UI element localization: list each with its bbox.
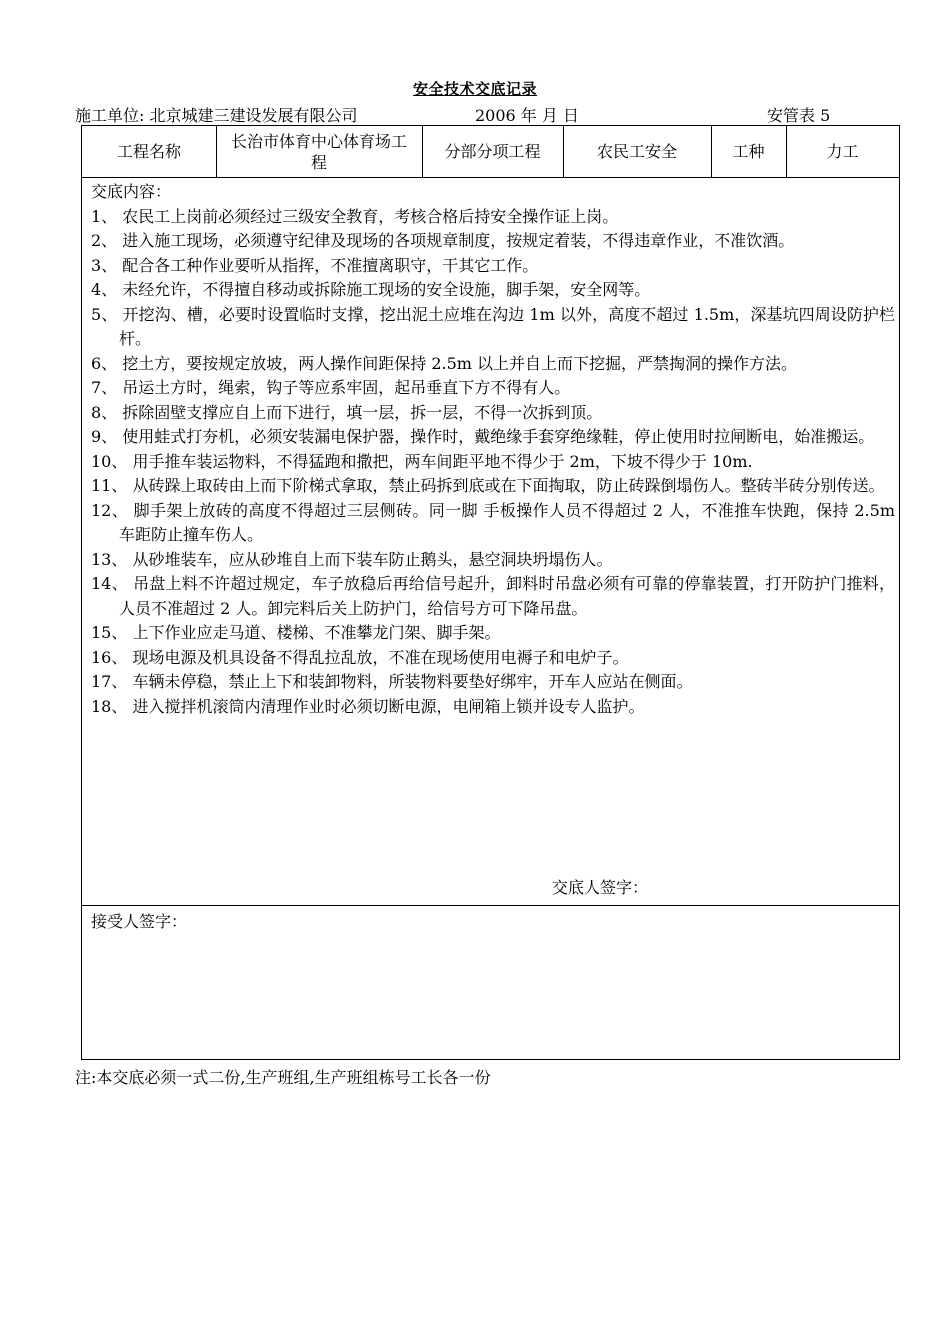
project-name-value: 长治市体育中心体育场工程 (230, 131, 407, 172)
footnote: 注:本交底必须一式二份,生产班组,生产班组栋号工长各一份 (75, 1068, 491, 1087)
subproject-value: 农民工安全 (596, 142, 677, 161)
list-item: 1、 农民工上岗前必须经过三级安全教育，考核合格后持安全操作证上岗。 (91, 206, 619, 226)
row-divider (82, 177, 899, 178)
list-item: 18、 进入搅拌机滚筒内清理作业时必须切断电源，电闸箱上锁并设专人监护。 (91, 696, 645, 716)
document-title: 安全技术交底记录 (412, 80, 537, 98)
construction-unit: 施工单位: 北京城建三建设发展有限公司 (75, 106, 358, 125)
list-item: 3、 配合各工种作业要听从指挥，不准擅离职守，干其它工作。 (91, 255, 539, 275)
list-item: 14、 吊盘上料不许超过规定，车子放稳后再给信号起升，卸料时吊盘必须有可靠的停靠装置，打开防护门推料，人员不准超过 2 人。卸完料后关上防护门，给信号方可下降吊盘。 (91, 574, 895, 618)
content-heading: 交底内容： (91, 182, 172, 201)
list-item: 9、 使用蛙式打夯机，必须安装漏电保护器，操作时，戴绝缘手套穿绝缘鞋，停止使用时拉闸断电，始准搬运。 (91, 427, 875, 446)
briefer-signature: 交底人签字： (552, 878, 649, 897)
list-item: 12、 脚手架上放砖的高度不得超过三层侧砖。同一脚 手板操作人员不得超过 2 人，不准推车快跑，保持 2.5m 车距防止撞车伤人。 (91, 500, 895, 544)
list-item: 10、 用手推车装运物料，不得猛跑和撒把，两车间距平地不得少于 2m，下坡不得少于 10m. (91, 451, 753, 471)
receiver-signature: 接受人签字： (91, 912, 188, 931)
list-item: 11、 从砖跺上取砖由上而下阶梯式拿取，禁止码拆到底或在下面掏取，防止砖跺倒塌伤人。整砖半砖分别传送。 (91, 476, 885, 495)
record-table (81, 125, 900, 1060)
list-item: 16、 现场电源及机具设备不得乱拉乱放，不准在现场使用电褥子和电炉子。 (91, 647, 629, 667)
form-number: 安管表 5 (767, 106, 831, 125)
list-item: 2、 进入施工现场，必须遵守纪律及现场的各项规章制度，按规定着装，不得违章作业，不准饮酒。 (91, 231, 795, 250)
list-item: 13、 从砂堆装车，应从砂堆自上而下装车防止鹅头，悬空洞块坍塌伤人。 (91, 549, 613, 569)
list-item: 6、 挖土方，要按规定放坡，两人操作间距保持 2.5m 以上并自上而下挖掘，严禁掏洞的操作方法。 (91, 353, 798, 373)
record-date: 2006 年 月 日 (475, 106, 579, 125)
list-item: 4、 未经允许，不得擅自移动或拆除施工现场的安全设施，脚手架，安全网等。 (91, 280, 651, 299)
list-item: 8、 拆除固壁支撑应自上而下进行，填一层，拆一层，不得一次拆到顶。 (91, 402, 603, 422)
trade-value: 力工 (826, 142, 859, 161)
briefing-content (91, 180, 895, 719)
subproject-label: 分部分项工程 (444, 142, 541, 161)
row-divider (82, 905, 899, 906)
list-item: 15、 上下作业应走马道、楼梯、不准攀龙门架、脚手架。 (91, 623, 501, 642)
list-item: 5、 开挖沟、槽，必要时设置临时支撑，挖出泥土应堆在沟边 1m 以外，高度不超过 1.5m，深基坑四周设防护栏杆。 (91, 304, 895, 348)
project-name-label: 工程名称 (116, 142, 181, 161)
trade-label: 工种 (732, 142, 765, 161)
list-item: 7、 吊运土方时，绳索，钩子等应系牢固，起吊垂直下方不得有人。 (91, 378, 571, 397)
list-item: 17、 车辆未停稳，禁止上下和装卸物料，所装物料要垫好绑牢，开车人应站在侧面。 (91, 672, 693, 691)
